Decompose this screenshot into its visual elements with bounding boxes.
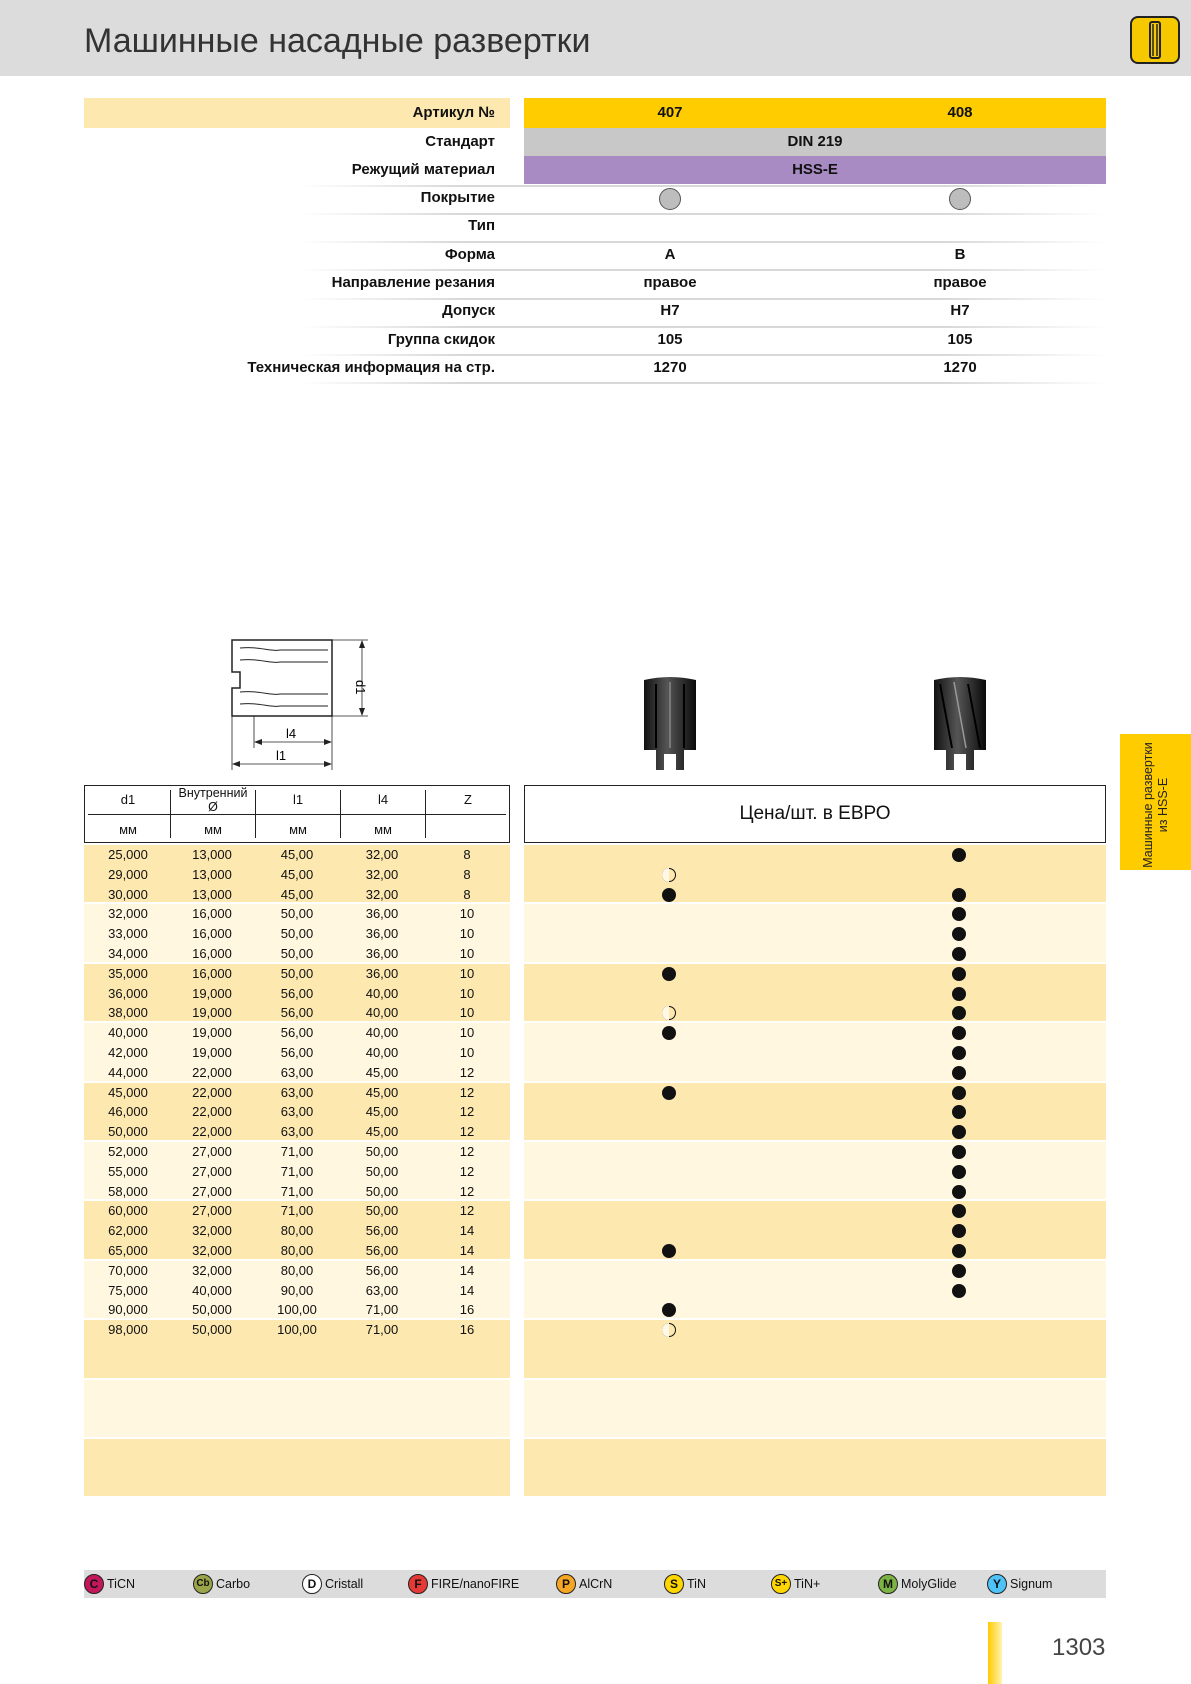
col-header-l1: l1 <box>292 792 304 807</box>
cell-z: 12 <box>459 1064 475 1080</box>
coating-badge-icon: M <box>878 1574 898 1594</box>
col-header-d1: d1 <box>120 792 136 807</box>
article-407: 407 <box>657 104 683 121</box>
legend-label: FIRE/nanoFIRE <box>431 1577 520 1591</box>
available-dot-icon <box>952 947 966 961</box>
legend-label: Signum <box>1010 1577 1053 1591</box>
cell-l1: 50,00 <box>280 906 314 922</box>
cell-inner-diameter: 27,000 <box>192 1203 232 1219</box>
direction-407: правое <box>643 274 697 291</box>
cell-d1: 44,000 <box>108 1064 148 1080</box>
coating-badge-icon: P <box>556 1574 576 1594</box>
cell-l4: 56,00 <box>365 1223 399 1239</box>
cell-z: 10 <box>459 965 475 981</box>
cell-inner-diameter: 16,000 <box>192 926 232 942</box>
col-header-l4: l4 <box>377 792 389 807</box>
cell-z: 10 <box>459 946 475 961</box>
cell-l1: 56,00 <box>280 1025 314 1041</box>
cell-z: 14 <box>459 1223 475 1239</box>
page-number-accent <box>988 1622 1002 1684</box>
cell-l1: 56,00 <box>280 985 314 1001</box>
divider <box>300 298 1106 300</box>
cell-l1: 50,00 <box>280 965 314 981</box>
price-row-band <box>524 845 1106 902</box>
price-row-band <box>524 904 1106 961</box>
spec-label-standard: Стандарт <box>425 133 495 150</box>
cell-l4: 45,00 <box>365 1124 399 1140</box>
cell-inner-diameter: 22,000 <box>192 1064 232 1080</box>
coating-badge-icon: Y <box>987 1574 1007 1594</box>
legend-item-molyglide <box>878 1574 957 1594</box>
cell-inner-diameter: 16,000 <box>192 906 232 922</box>
price-header-box <box>524 785 1106 843</box>
cell-l1: 80,00 <box>280 1223 314 1239</box>
cell-l1: 50,00 <box>280 926 314 942</box>
cell-d1: 98,000 <box>108 1322 148 1338</box>
cell-l1: 45,00 <box>280 866 314 882</box>
cell-inner-diameter: 40,000 <box>192 1282 232 1298</box>
price-row-band <box>524 1380 1106 1437</box>
cell-z: 12 <box>459 1163 475 1179</box>
price-row-band <box>524 1261 1106 1318</box>
dim-l1-label: l1 <box>276 748 287 763</box>
cell-l1: 63,00 <box>280 1064 314 1080</box>
spec-label-coating: Покрытие <box>420 189 495 206</box>
cell-l1: 56,00 <box>280 1045 314 1060</box>
available-dot-icon <box>952 1066 966 1080</box>
available-dot-icon <box>952 1185 966 1199</box>
coating-badge-icon: C <box>84 1574 104 1594</box>
divider <box>300 269 1106 271</box>
cell-inner-diameter: 19,000 <box>192 1025 232 1041</box>
coating-uncoated-icon <box>659 188 681 210</box>
dim-d1-label: d1 <box>353 680 368 695</box>
header-col-divider <box>170 790 171 838</box>
side-tab-label: Машинные развертки из HSS-E <box>1141 742 1170 868</box>
price-row-band <box>524 1201 1106 1258</box>
cell-z: 10 <box>459 906 475 922</box>
reamer-408-image <box>930 676 990 774</box>
cell-d1: 40,000 <box>108 1025 148 1041</box>
legend-label: Cristall <box>325 1577 364 1591</box>
legend-item-cristall <box>302 1574 363 1594</box>
spec-label-article: Артикул № <box>412 104 495 121</box>
spec-label-discount: Группа скидок <box>387 331 495 348</box>
cell-inner-diameter: 32,000 <box>192 1262 232 1278</box>
cell-l4: 40,00 <box>365 1045 399 1060</box>
available-dot-icon <box>952 888 966 902</box>
cell-l4: 32,00 <box>365 847 399 862</box>
cell-l4: 50,00 <box>365 1163 399 1179</box>
cell-d1: 55,000 <box>108 1163 148 1179</box>
cell-l1: 50,00 <box>280 946 314 961</box>
legend-item-alcrn <box>556 1574 612 1594</box>
cell-z: 12 <box>459 1183 475 1199</box>
row-band <box>84 1380 510 1437</box>
cell-inner-diameter: 32,000 <box>192 1223 232 1239</box>
cell-inner-diameter: 16,000 <box>192 965 232 981</box>
cell-d1: 60,000 <box>108 1203 148 1219</box>
tolerance-408: H7 <box>950 302 970 319</box>
cell-l4: 45,00 <box>365 1084 399 1100</box>
row-band <box>84 1439 510 1496</box>
cell-inner-diameter: 50,000 <box>192 1322 232 1338</box>
cell-l1: 71,00 <box>280 1203 314 1219</box>
cell-l4: 32,00 <box>365 886 399 902</box>
cell-d1: 46,000 <box>108 1104 148 1120</box>
available-dot-icon <box>662 888 676 902</box>
cell-inner-diameter: 27,000 <box>192 1183 232 1199</box>
divider <box>300 241 1106 243</box>
available-dot-icon <box>952 1046 966 1060</box>
cell-inner-diameter: 27,000 <box>192 1144 232 1159</box>
cell-inner-diameter: 13,000 <box>192 886 232 902</box>
available-dot-icon <box>952 1086 966 1100</box>
coating-badge-icon: Cb <box>193 1574 213 1594</box>
header-separator <box>88 814 506 815</box>
cell-d1: 30,000 <box>108 886 148 902</box>
price-row-band <box>524 1320 1106 1377</box>
tech-page-407: 1270 <box>653 359 687 376</box>
cell-inner-diameter: 50,000 <box>192 1302 232 1318</box>
cell-l4: 56,00 <box>365 1262 399 1278</box>
available-dot-icon <box>952 1244 966 1258</box>
form-407: A <box>664 246 676 263</box>
header-col-divider <box>255 790 256 838</box>
discount-408: 105 <box>947 331 973 348</box>
coating-badge-icon: F <box>408 1574 428 1594</box>
cell-z: 10 <box>459 1005 475 1021</box>
spec-label-tolerance: Допуск <box>442 302 495 319</box>
legend-item-firenanofire <box>408 1574 519 1594</box>
cell-d1: 70,000 <box>108 1262 148 1278</box>
reamer-logo-icon <box>1130 16 1180 64</box>
cell-z: 12 <box>459 1144 475 1159</box>
cell-z: 12 <box>459 1203 475 1219</box>
legend-item-carbo <box>193 1574 250 1594</box>
cell-l4: 40,00 <box>365 1005 399 1021</box>
legend-item-ticn <box>84 1574 135 1594</box>
available-dot-icon <box>662 1244 676 1258</box>
price-row-band <box>524 1083 1106 1140</box>
on-request-dot-icon <box>662 868 676 882</box>
legend-item-tin <box>664 1574 706 1594</box>
cell-d1: 36,000 <box>108 985 148 1001</box>
cell-l4: 32,00 <box>365 866 399 882</box>
cell-l1: 45,00 <box>280 847 314 862</box>
legend-label: AlCrN <box>579 1577 613 1591</box>
form-408: B <box>954 246 966 263</box>
tech-page-408: 1270 <box>943 359 977 376</box>
cell-z: 12 <box>459 1084 475 1100</box>
available-dot-icon <box>952 1264 966 1278</box>
cell-d1: 29,000 <box>108 866 148 882</box>
unit-inner-diameter: мм <box>204 822 222 837</box>
available-dot-icon <box>952 987 966 1001</box>
cell-d1: 42,000 <box>108 1045 148 1060</box>
standard-value: DIN 219 <box>787 133 843 150</box>
price-row-band <box>524 1439 1106 1496</box>
divider <box>300 213 1106 215</box>
cell-z: 10 <box>459 1025 475 1041</box>
price-row-band <box>524 1142 1106 1199</box>
article-408: 408 <box>947 104 973 121</box>
cell-inner-diameter: 32,000 <box>192 1243 232 1258</box>
cell-l1: 90,00 <box>280 1282 314 1298</box>
tolerance-407: H7 <box>660 302 680 319</box>
divider <box>300 326 1106 328</box>
cell-l1: 63,00 <box>280 1084 314 1100</box>
cell-z: 8 <box>463 847 471 862</box>
cell-l4: 56,00 <box>365 1243 399 1258</box>
cell-l1: 63,00 <box>280 1104 314 1120</box>
price-row-band <box>524 964 1106 1021</box>
cell-inner-diameter: 19,000 <box>192 1005 232 1021</box>
cell-d1: 25,000 <box>108 847 148 862</box>
legend-label: TiCN <box>107 1577 136 1591</box>
cell-inner-diameter: 27,000 <box>192 1163 232 1179</box>
cell-z: 16 <box>459 1302 475 1318</box>
cell-z: 14 <box>459 1243 475 1258</box>
cell-l4: 50,00 <box>365 1144 399 1159</box>
spec-label-tech-page: Техническая информация на стр. <box>247 359 495 376</box>
available-dot-icon <box>662 967 676 981</box>
cell-l4: 36,00 <box>365 965 399 981</box>
spec-label-type: Тип <box>468 217 495 234</box>
available-dot-icon <box>952 1284 966 1298</box>
cell-l1: 45,00 <box>280 886 314 902</box>
cell-l1: 80,00 <box>280 1262 314 1278</box>
cell-l4: 40,00 <box>365 985 399 1001</box>
cell-d1: 33,000 <box>108 926 148 942</box>
cell-z: 8 <box>463 886 471 902</box>
divider <box>300 382 1106 384</box>
coating-badge-icon: D <box>302 1574 322 1594</box>
material-value: HSS-E <box>792 161 838 178</box>
direction-408: правое <box>933 274 987 291</box>
price-row-band <box>524 1023 1106 1080</box>
cell-z: 16 <box>459 1322 475 1338</box>
cell-l4: 50,00 <box>365 1203 399 1219</box>
cell-inner-diameter: 19,000 <box>192 985 232 1001</box>
legend-label: MolyGlide <box>901 1577 957 1591</box>
cell-d1: 90,000 <box>108 1302 148 1318</box>
price-header: Цена/шт. в ЕВРО <box>739 803 891 824</box>
discount-407: 105 <box>657 331 683 348</box>
cell-d1: 75,000 <box>108 1282 148 1298</box>
available-dot-icon <box>662 1086 676 1100</box>
cell-l4: 45,00 <box>365 1104 399 1120</box>
cell-z: 8 <box>463 866 471 882</box>
cell-d1: 58,000 <box>108 1183 148 1199</box>
reamer-407-image <box>640 676 700 774</box>
cell-l4: 40,00 <box>365 1025 399 1041</box>
cell-d1: 62,000 <box>108 1223 148 1239</box>
cell-z: 14 <box>459 1262 475 1278</box>
spec-label-direction: Направление резания <box>331 274 495 291</box>
available-dot-icon <box>952 967 966 981</box>
cell-d1: 35,000 <box>108 965 148 981</box>
spec-label-form: Форма <box>444 246 495 263</box>
legend-item-signum <box>987 1574 1052 1594</box>
cell-z: 10 <box>459 926 475 942</box>
cell-d1: 34,000 <box>108 946 148 961</box>
cell-z: 12 <box>459 1124 475 1140</box>
cell-l4: 36,00 <box>365 946 399 961</box>
cell-l4: 36,00 <box>365 926 399 942</box>
cell-l1: 80,00 <box>280 1243 314 1258</box>
cell-l1: 71,00 <box>280 1163 314 1179</box>
cell-l1: 100,00 <box>277 1302 317 1318</box>
page-title: Машинные насадные развертки <box>84 22 591 60</box>
cell-l1: 71,00 <box>280 1183 314 1199</box>
available-dot-icon <box>952 1145 966 1159</box>
header-col-divider <box>425 790 426 838</box>
cell-d1: 52,000 <box>108 1144 148 1159</box>
cell-inner-diameter: 19,000 <box>192 1045 232 1060</box>
col-header-inner-diameter: Внутренний Ø <box>178 786 248 814</box>
cell-l1: 56,00 <box>280 1005 314 1021</box>
unit-l4: мм <box>374 822 392 837</box>
cell-d1: 50,000 <box>108 1124 148 1140</box>
dim-l4-label: l4 <box>286 726 297 741</box>
available-dot-icon <box>952 848 966 862</box>
coating-badge-icon: S+ <box>771 1574 791 1594</box>
cell-z: 12 <box>459 1104 475 1120</box>
cell-inner-diameter: 16,000 <box>192 946 232 961</box>
legend-label: TiN+ <box>794 1577 821 1591</box>
cell-d1: 38,000 <box>108 1005 148 1021</box>
cell-z: 10 <box>459 985 475 1001</box>
coating-uncoated-icon <box>949 188 971 210</box>
cell-d1: 32,000 <box>108 906 148 922</box>
cell-inner-diameter: 22,000 <box>192 1104 232 1120</box>
cell-inner-diameter: 13,000 <box>192 847 232 862</box>
col-header-z: Z <box>464 792 472 807</box>
cell-l4: 71,00 <box>365 1322 399 1338</box>
available-dot-icon <box>952 1165 966 1179</box>
divider <box>300 354 1106 356</box>
cell-l4: 63,00 <box>365 1282 399 1298</box>
cell-l4: 45,00 <box>365 1064 399 1080</box>
cell-l1: 100,00 <box>277 1322 317 1338</box>
cell-d1: 45,000 <box>108 1084 148 1100</box>
coating-badge-icon: S <box>664 1574 684 1594</box>
cell-l4: 71,00 <box>365 1302 399 1318</box>
page-number: 1303 <box>1052 1634 1106 1661</box>
legend-label: Carbo <box>216 1577 251 1591</box>
header-col-divider <box>340 790 341 838</box>
technical-drawing <box>210 630 400 780</box>
spec-label-material: Режущий материал <box>351 161 495 178</box>
cell-z: 14 <box>459 1282 475 1298</box>
cell-inner-diameter: 22,000 <box>192 1124 232 1140</box>
cell-l4: 50,00 <box>365 1183 399 1199</box>
legend-item-tin <box>771 1574 820 1594</box>
cell-inner-diameter: 13,000 <box>192 866 232 882</box>
cell-l4: 36,00 <box>365 906 399 922</box>
cell-z: 10 <box>459 1045 475 1060</box>
legend-label: TiN <box>687 1577 706 1591</box>
cell-l1: 63,00 <box>280 1124 314 1140</box>
cell-d1: 65,000 <box>108 1243 148 1258</box>
divider <box>300 185 1106 187</box>
unit-d1: мм <box>119 822 137 837</box>
cell-inner-diameter: 22,000 <box>192 1084 232 1100</box>
cell-l1: 71,00 <box>280 1144 314 1159</box>
unit-l1: мм <box>289 822 307 837</box>
